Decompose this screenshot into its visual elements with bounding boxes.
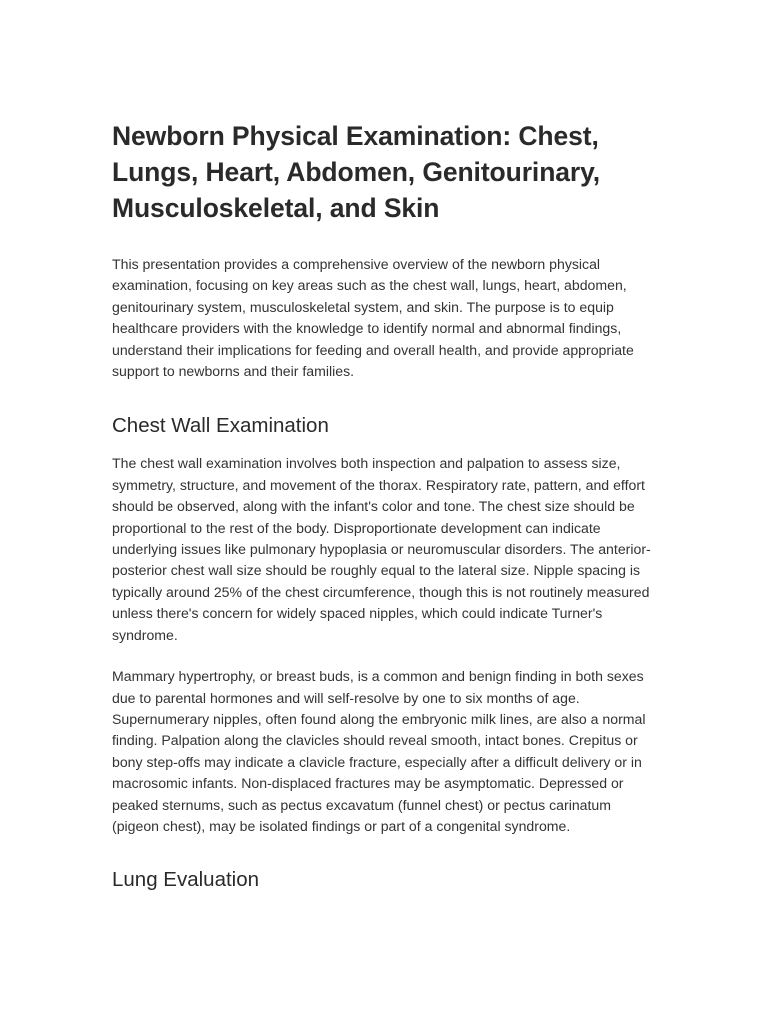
chest-wall-paragraph-1: The chest wall examination involves both inspection and palpation to assess size, symmetry, structure, and movement of the thorax. Respiratory rate, pattern, and effort should be observed, along with the infant's color and tone. The chest size should be proportional to the rest of the body. Disproportionate development can indicate underlying issues like pulmonary hypoplasia or neuromuscular disorders. The anterior-posterior chest wall size should be roughly equal to the lateral size. Nipple spacing is typically around 25% of the chest circumference, though this is not routinely measured unless there's concern for widely spaced nipples, which could indicate Turner's syndrome.: [112, 455, 651, 643]
intro-paragraph: This presentation provides a comprehensive overview of the newborn physical examination, focusing on key areas such as the chest wall, lungs, heart, abdomen, genitourinary system, musculoskeletal system, and skin. The purpose is to equip healthcare providers with the knowledge to identify normal and abnormal findings, understand their implications for feeding and overall health, and provide appropriate support to newborns and their families.: [112, 256, 634, 380]
section-heading-chest-wall: Chest Wall Examination: [112, 414, 329, 438]
document-title: Newborn Physical Examination: Chest, Lungs, Heart, Abdomen, Genitourinary, Musculoskeletal, and Skin: [112, 121, 601, 223]
section-heading-lung-evaluation: Lung Evaluation: [112, 868, 260, 892]
chest-wall-paragraph-2: Mammary hypertrophy, or breast buds, is a common and benign finding in both sexes due to parental hormones and will self-resolve by one to six months of age. Supernumerary nipples, often found along the embryonic milk lines, are also a normal finding. Palpation along the clavicles should reveal smooth, intact bones. Crepitus or bony step-offs may indicate a clavicle fracture, especially after a difficult delivery or in macrosomic infants. Non-displaced fractures may be asymptomatic. Depressed or peaked sternums, such as pectus excavatum (funnel chest) or pectus carinatum (pigeon chest), may be isolated findings or part of a congenital syndrome.: [112, 668, 646, 834]
